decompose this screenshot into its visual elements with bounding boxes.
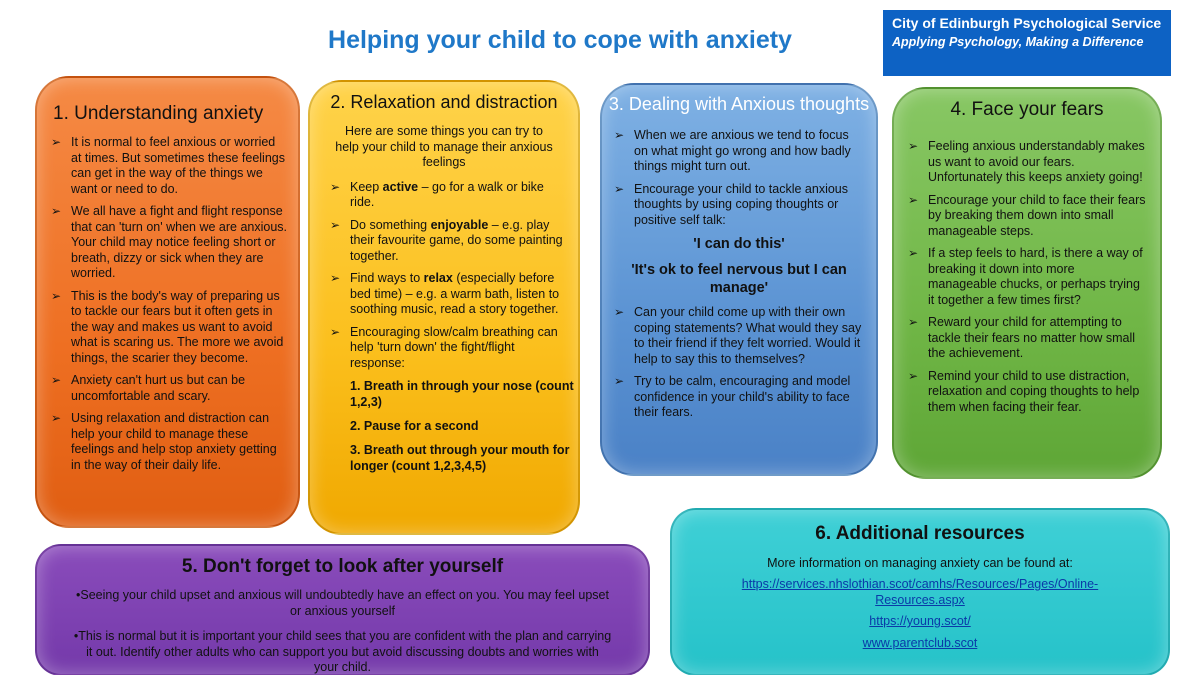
list-item: ➢ Find ways to relax (especially before bed time) – e.g. a warm bath, listen to soothing music, read a story together. <box>330 271 560 316</box>
list-item: ➢ Encouraging slow/calm breathing can help 'turn down' the fight/flight response: <box>330 324 558 370</box>
section-additional-resources <box>670 508 1170 675</box>
step-item: 1. Breath in through your nose (count 1,2,3) <box>350 379 574 409</box>
coping-quote: 'It's ok to feel nervous but I can manage' <box>631 262 847 296</box>
breathing-steps <box>350 378 578 474</box>
link-young-scot[interactable]: https://young.scot/ <box>869 614 971 628</box>
list-item: ➢ It is normal to feel anxious or worried at times. But sometimes these feelings can get in the way of the things we want or need to do. <box>51 135 285 196</box>
arrow-right-icon: ➢ <box>908 192 919 207</box>
list-item: ➢ Remind your child to use distraction, relaxation and coping thoughts to help them when facing their fear. <box>908 368 1140 414</box>
arrow-right-icon: ➢ <box>51 288 62 303</box>
list-item: ➢ Reward your child for attempting to tackle their fears no matter how small the achievement. <box>908 315 1136 360</box>
arrow-right-icon: ➢ <box>908 246 919 260</box>
list-item: ➢ Using relaxation and distraction can help your child to manage these feelings and help stop anxiety getting in the way of their daily life. <box>51 411 277 472</box>
arrow-right-icon: ➢ <box>614 181 625 196</box>
section-intro: Here are some things you can try to help your child to manage their anxious feelings <box>335 124 553 169</box>
list-item: ➢ Encourage your child to face their fears by breaking them down into small manageable steps. <box>908 192 1146 238</box>
bullet-list <box>51 135 288 473</box>
list-item: ➢ Keep active – go for a walk or bike ride. <box>330 179 544 209</box>
org-tagline: Applying Psychology, Making a Difference <box>892 35 1144 49</box>
list-item: ➢ When we are anxious we tend to focus on what might go wrong and how badly things might turn out. <box>614 128 851 173</box>
section-title: 3. Dealing with Anxious thoughts <box>608 94 870 114</box>
arrow-right-icon: ➢ <box>51 411 62 425</box>
paragraph: •This is normal but it is important your child sees that you are confident with the plan and carrying it out. Identify other adults who can support you but avoid discussing doubts and worries with your child. <box>73 629 612 674</box>
section-title: 4. Face your fears <box>950 99 1104 120</box>
section-face-fears <box>892 87 1162 479</box>
paragraph: •Seeing your child upset and anxious will undoubtedly have an effect on you. You may feel upset or anxious yourself <box>76 588 609 618</box>
section-anxious-thoughts <box>600 83 878 476</box>
section-look-after-yourself <box>35 544 650 675</box>
list-item: ➢ If a step feels to hard, is there a way of breaking it down into more manageable chucks, or perhaps trying it together a few times first? <box>908 246 1143 307</box>
arrow-right-icon: ➢ <box>614 374 625 388</box>
coping-quote: 'I can do this' <box>693 236 785 252</box>
org-banner <box>883 10 1171 76</box>
list-item: ➢ This is the body's way of preparing us to tackle our fears but it often gets in the way and makes us want to avoid what is scaring us. The more we avoid things, the scarier they become. <box>51 288 284 365</box>
page-title: Helping your child to cope with anxiety <box>328 26 792 54</box>
list-item: ➢ Anxiety can't hurt us but can be uncomfortable and scary. <box>51 373 246 403</box>
section-title: 5. Don't forget to look after yourself <box>181 556 504 577</box>
arrow-right-icon: ➢ <box>908 139 919 153</box>
bullet-list <box>614 305 862 421</box>
arrow-right-icon: ➢ <box>330 324 341 339</box>
bullet-list <box>614 128 862 228</box>
arrow-right-icon: ➢ <box>51 204 62 218</box>
section-title: 2. Relaxation and distraction <box>330 92 558 112</box>
step-item: 2. Pause for a second <box>350 419 479 433</box>
bullet-list <box>330 180 564 372</box>
arrow-right-icon: ➢ <box>330 179 341 194</box>
bullet-list <box>908 139 1146 415</box>
link-parentclub[interactable]: www.parentclub.scot <box>862 635 978 650</box>
resources-intro: More information on managing anxiety can be found at: <box>767 556 1073 570</box>
section-title: 6. Additional resources <box>815 523 1025 544</box>
section-title: 1. Understanding anxiety <box>53 103 264 124</box>
step-item: 3. Breath out through your mouth for longer (count 1,2,3,4,5) <box>350 443 570 473</box>
list-item: ➢ Can your child come up with their own coping statements? What would they say to their friend if they felt worried. Would it help to say this to themselves? <box>614 305 862 366</box>
list-item: ➢ Do something enjoyable – e.g. play their favourite game, do some painting together. <box>330 217 563 263</box>
arrow-right-icon: ➢ <box>330 271 341 285</box>
arrow-right-icon: ➢ <box>614 305 625 319</box>
list-item: ➢ Try to be calm, encouraging and model confidence in your child's ability to face their fears. <box>614 374 851 419</box>
list-item: ➢ Feeling anxious understandably makes us want to avoid our fears. Unfortunately this keeps anxiety going! <box>908 139 1145 184</box>
org-name: City of Edinburgh Psychological Service <box>892 15 1162 31</box>
list-item: ➢ Encourage your child to tackle anxious thoughts by using coping thoughts or positive self talk: <box>614 181 849 227</box>
link-nhs-lothian-camhs[interactable]: https://services.nhslothian.scot/camhs/Resources/Pages/Online-Resources.aspx <box>741 577 1099 607</box>
arrow-right-icon: ➢ <box>51 373 62 387</box>
arrow-right-icon: ➢ <box>908 315 919 329</box>
arrow-right-icon: ➢ <box>330 217 341 232</box>
arrow-right-icon: ➢ <box>614 128 625 142</box>
arrow-right-icon: ➢ <box>51 135 62 149</box>
section-relaxation-distraction <box>308 80 580 535</box>
list-item: ➢ We all have a fight and flight response that can 'turn on' when we are anxious. Your child may notice feeling short or breath, dizzy or sick when they are worried. <box>51 204 288 280</box>
arrow-right-icon: ➢ <box>908 368 919 383</box>
section-understanding-anxiety <box>35 76 300 528</box>
